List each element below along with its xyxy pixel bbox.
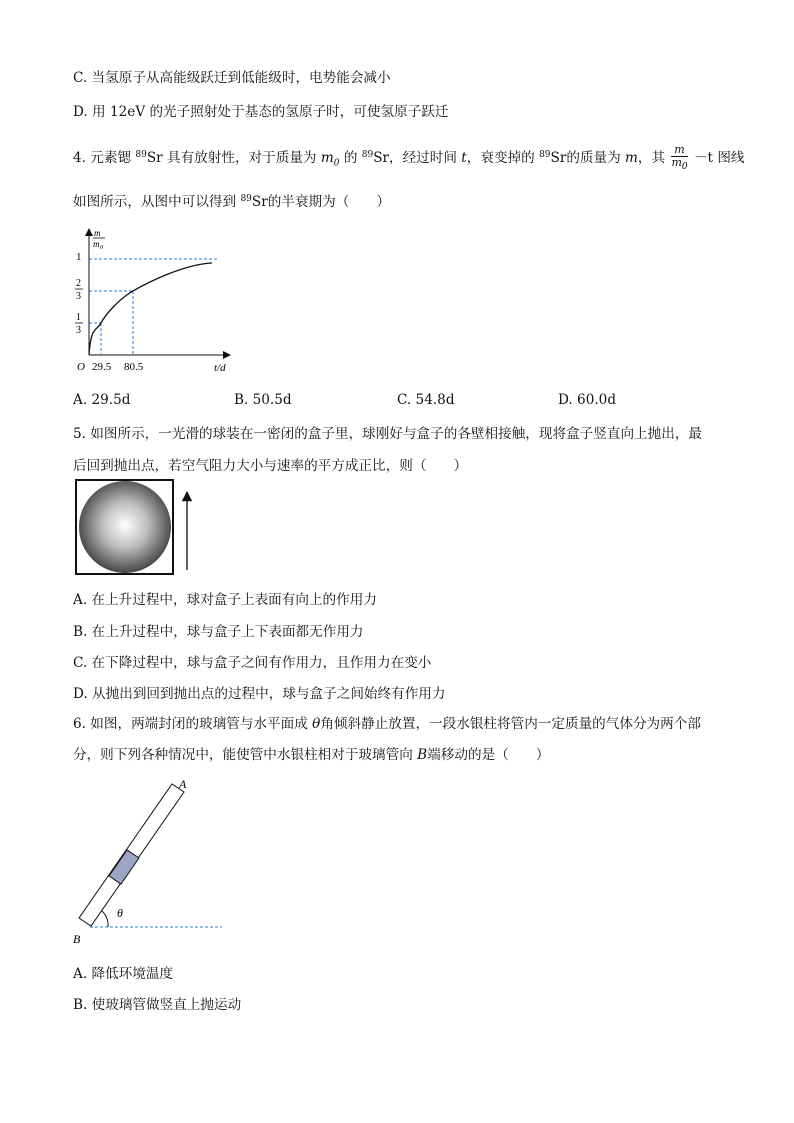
q4-element-2: Sr [373, 150, 389, 167]
q5-option-b: B. 在上升过程中，球与盒子上下表面都无作用力 [73, 624, 364, 640]
q4-iso-mass-3: 89 [539, 150, 551, 161]
q4-text-g: －t 图线 [693, 150, 745, 167]
y-label-den: m [93, 239, 100, 249]
x-tick-2: 80.5 [124, 361, 144, 373]
q6-option-b: B. 使玻璃管做竖直上抛运动 [73, 997, 242, 1013]
q3-option-d: D. 用 12eV 的光子照射处于基态的氢原子时，可使氢原子跃迁 [73, 104, 449, 120]
q4-t: t [461, 150, 467, 167]
ball [79, 481, 171, 573]
q6-text-c: 分，则下列各种情况中，能使管中水银柱相对于玻璃管向 [73, 747, 413, 763]
q5-option-a: A. 在上升过程中，球对盒子上表面有向上的作用力 [73, 592, 377, 608]
q4-text-h: 如图所示，从图中可以得到 [73, 194, 237, 210]
q4-iso-mass-2: 89 [361, 150, 374, 161]
y-tick-2-den: 3 [76, 291, 81, 302]
q4-text-i: 的半衰期为（ ） [267, 194, 391, 210]
label-a: A [179, 777, 187, 791]
q4-stem-line1 [73, 144, 745, 173]
q4-iso-mass-4: 89 [240, 194, 252, 204]
q4-text-b: 的 [343, 150, 358, 167]
q4-option-b: B. 50.5d [234, 392, 292, 408]
q4-option-d: D. 60.0d [558, 392, 617, 408]
q4-iso-mass: 89 [135, 150, 147, 161]
q6-option-a: A. 降低环境温度 [73, 966, 174, 982]
q3-option-c: C. 当氢原子从高能级跃迁到低能级时，电势能会减小 [73, 70, 391, 86]
q4-element-3: Sr [550, 150, 567, 167]
q5-stem-line2: 后回到抛出点，若空气阻力大小与速率的平方成正比，则（ ） [73, 458, 468, 474]
q4-element-4: Sr [251, 194, 268, 210]
q4-fraction: $\frac{m}{m_0}$ [671, 143, 688, 173]
q5-box-figure [74, 478, 198, 578]
q4-text-f: ，其 [637, 150, 666, 167]
q4-text-d: ，衰变掉的 [466, 150, 535, 167]
q5-stem-line1: 5. 如图所示，一光滑的球装在一密闭的盒子里，球刚好与盒子的各壁相接触，现将盒子竖直向上抛出，最 [73, 426, 703, 442]
q6-stem-line2 [73, 743, 550, 763]
q4-number-text: 4. 元素锶 [73, 150, 132, 167]
q6-text-a: 6. 如图，两端封闭的玻璃管与水平面成 [73, 716, 308, 732]
q4-text-e: 的质量为 [566, 150, 621, 167]
x-tick-1: 29.5 [92, 361, 112, 373]
q4-element: Sr [146, 150, 163, 167]
label-theta: θ [117, 906, 123, 920]
y-label-den-sub: 0 [100, 245, 103, 251]
q4-text-a: 具有放射性，对于质量为 [167, 150, 317, 167]
x-axis-label: t/d [214, 362, 226, 374]
q6-b: B [417, 747, 428, 763]
q4-decay-graph [72, 224, 242, 374]
q4-option-a: A. 29.5d [73, 392, 131, 408]
y-tick-3-num: 1 [76, 312, 81, 323]
y-label-num: m [94, 228, 101, 238]
q6-text-b: 角倾斜静止放置，一段水银柱将管内一定质量的气体分为两个部 [320, 716, 701, 732]
q5-option-d: D. 从抛出到回到抛出点的过程中，球与盒子之间始终有作用力 [73, 686, 446, 702]
q5-option-c: C. 在下降过程中，球与盒子之间有作用力，且作用力在变小 [73, 655, 432, 671]
y-tick-1: 1 [76, 251, 82, 263]
mercury-column [109, 850, 139, 884]
q4-m0: $m_0$ [320, 150, 340, 169]
y-tick-3-den: 3 [76, 325, 81, 336]
q6-stem-line1 [73, 712, 701, 732]
q6-tube-figure [70, 775, 230, 950]
label-b: B [73, 932, 81, 946]
q4-stem-line2 [73, 190, 390, 210]
q4-m: m [625, 150, 638, 167]
q4-option-c: C. 54.8d [397, 392, 455, 408]
q4-text-c: ，经过时间 [389, 150, 457, 167]
q6-theta: θ [312, 716, 321, 732]
decay-curve [89, 263, 212, 355]
origin-label: O [77, 361, 85, 373]
y-tick-2-num: 2 [76, 278, 81, 289]
q6-text-d: 端移动的是（ ） [427, 747, 550, 763]
angle-arc [102, 911, 108, 927]
